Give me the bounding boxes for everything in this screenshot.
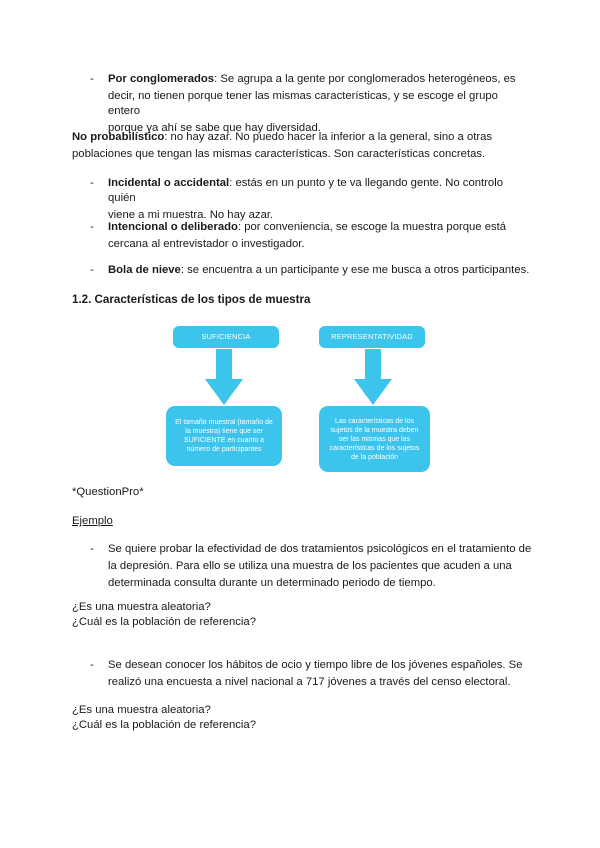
- arrow-down-icon: [351, 349, 395, 407]
- source-note: *QuestionPro*: [72, 486, 144, 498]
- bullet-dash: -: [90, 659, 94, 671]
- term-intencional: Intencional o deliberado: [108, 221, 238, 233]
- bullet-dash: -: [90, 177, 94, 189]
- bullet-dash: -: [90, 264, 94, 276]
- label-representatividad: REPRESENTATIVIDAD: [319, 326, 425, 348]
- bullet-dash: -: [90, 221, 94, 233]
- question-aleatoria: ¿Es una muestra aleatoria?: [72, 704, 211, 716]
- bullet-dash: -: [90, 543, 94, 555]
- term-no-probabilistico: No probabilístico: [72, 131, 165, 143]
- question-poblacion: ¿Cuál es la población de referencia?: [72, 616, 256, 628]
- label-suficiencia: SUFICIENCIA: [173, 326, 279, 348]
- section-heading: 1.2. Características de los tipos de muestra: [72, 293, 311, 306]
- bullet-dash: -: [90, 73, 94, 85]
- example-heading: Ejemplo: [72, 515, 113, 527]
- term-incidental: Incidental o accidental: [108, 177, 230, 189]
- paragraph-no-probabilistico: No probabilístico: no hay azar. No puedo hacer la inferior a la general, sino a otras poblaciones que tengan las mismas características. Son características concretas.: [72, 131, 493, 160]
- question-poblacion: ¿Cuál es la población de referencia?: [72, 719, 256, 731]
- term-conglomerados: Por conglomerados: [108, 73, 215, 85]
- body-representatividad: Las características de los sujetos de la muestra deben ser las mismas que las características de los sujetos de la población: [319, 406, 430, 472]
- term-bola-de-nieve: Bola de nieve: [108, 264, 181, 276]
- arrow-down-icon: [202, 349, 246, 407]
- question-aleatoria: ¿Es una muestra aleatoria?: [72, 601, 211, 613]
- body-suficiencia: El tamaño muestral (tamaño de la muestra) tiene que ser SUFICIENTE en cuanto a número de participantes: [166, 406, 282, 466]
